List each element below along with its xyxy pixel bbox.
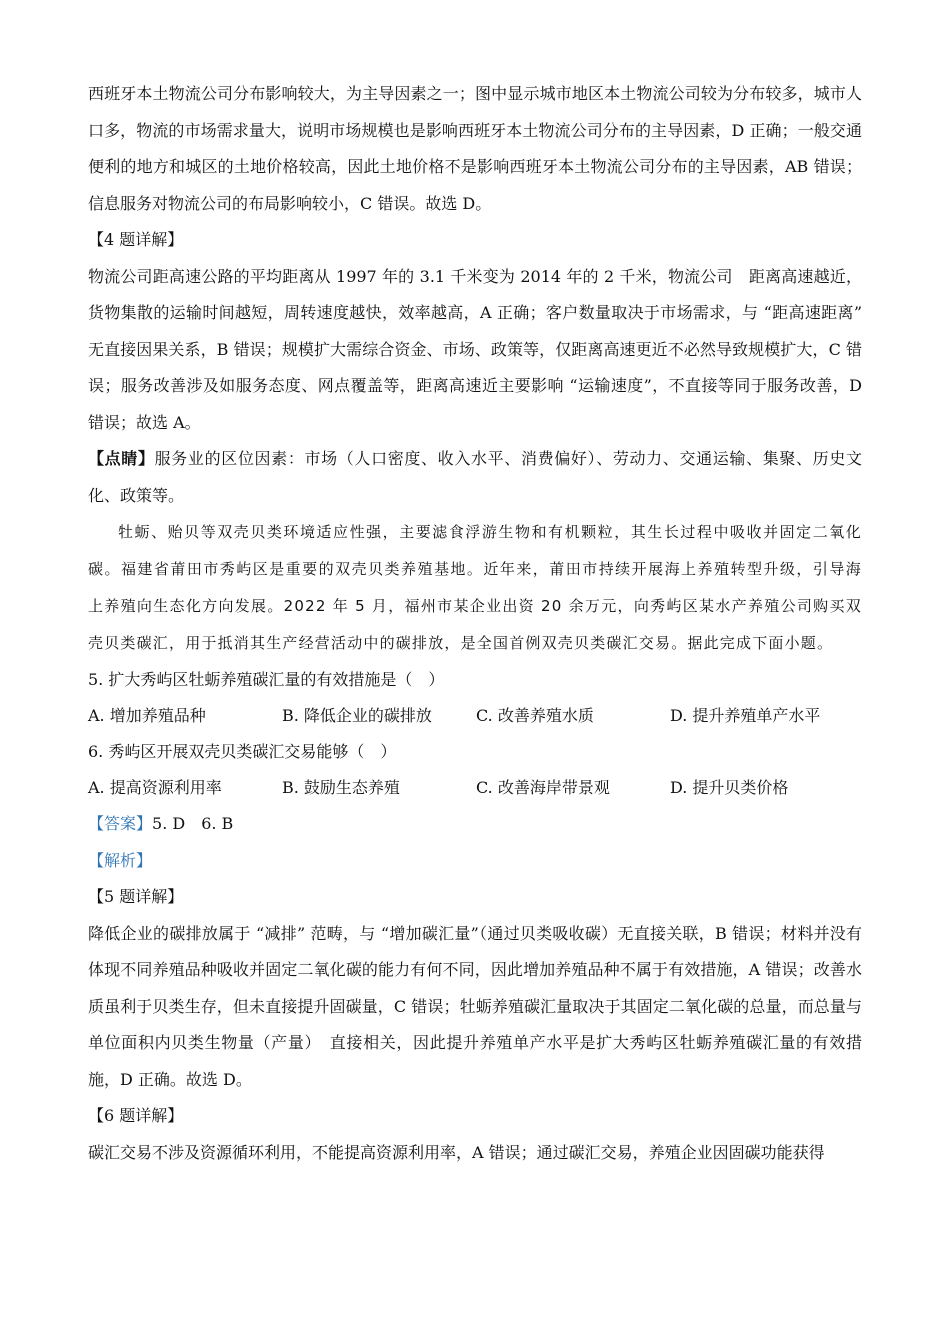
tip-label: 【点睛】 xyxy=(88,449,155,468)
material-passage: 牡蛎、贻贝等双壳贝类环境适应性强，主要滤食浮游生物和有机颗粒，其生长过程中吸收并固定二氧化碳。福建省莆田市秀屿区是重要的双壳贝类养殖基地。近年来，莆田市持续开展海上养殖转型升级，引导海上养殖向生态化方向发展。2022 年 5 月，福州市某企业出资 20 余万元，向秀屿区某水产养殖公司购买双壳贝类碳汇，用于抵消其生产经营活动中的碳排放，是全国首例双壳贝类碳汇交易。据此完成下面小题。 xyxy=(88,523,862,652)
answer-line xyxy=(88,806,862,843)
question-6-option-a: A. 提高资源利用率 xyxy=(88,778,222,797)
question-6-stem: 6. 秀屿区开展双壳贝类碳汇交易能够（ ） xyxy=(88,742,397,761)
tip-text: 服务业的区位因素：市场（人口密度、收入水平、消费偏好）、劳动力、交通运输、集聚、历史文化、政策等。 xyxy=(88,449,862,505)
question-6-option-c: C. 改善海岸带景观 xyxy=(476,778,610,797)
explanation-paragraph-q4: 物流公司距高速公路的平均距离从 1997 年的 3.1 千米变为 2014 年的 2 千米，物流公司 距离高速越近，货物集散的运输时间越短，周转速度越快，效率越高，A 正确；客户数量取决于市场需求，与 “距高速距离” 无直接因果关系，B 错误；规模扩大需综合资金、市场、政策等，仅距离高速更近不必然导致规模扩大，C 错误；服务改善涉及如服务态度、网点覆盖等，距离高速近主要影响 “运输速度”，不直接等同于服务改善，D 错误；故选 A。 xyxy=(88,266,862,432)
explanation-paragraph-q3: 西班牙本土物流公司分布影响较大，为主导因素之一；图中显示城市地区本土物流公司较为分布较多，城市人口多，物流的市场需求量大，说明市场规模也是影响西班牙本土物流公司分布的主导因素，D 正确；一般交通便利的地方和城区的土地价格较高，因此土地价格不是影响西班牙本土物流公司分布的主导因素，AB 错误；信息服务对物流公司的布局影响较小，C 错误。故选 D。 xyxy=(88,84,862,213)
analysis-label: 【解析】 xyxy=(88,850,153,870)
question-5-option-b: B. 降低企业的碳排放 xyxy=(282,706,432,725)
question-6-option-d: D. 提升贝类价格 xyxy=(670,778,789,797)
heading-question-4-detail: 【4 题详解】 xyxy=(88,230,184,249)
question-5-options xyxy=(88,698,862,734)
question-6-option-b: B. 鼓励生态养殖 xyxy=(282,778,400,797)
heading-question-6-detail: 【6 题详解】 xyxy=(88,1106,184,1125)
answer-label: 【答案】 xyxy=(88,814,153,833)
question-5-option-d: D. 提升养殖单产水平 xyxy=(670,706,821,725)
explanation-paragraph-q6: 碳汇交易不涉及资源循环利用，不能提高资源利用率，A 错误；通过碳汇交易，养殖企业因固碳功能获得 xyxy=(88,1142,825,1162)
explanation-paragraph-q5: 降低企业的碳排放属于 “减排” 范畴，与 “增加碳汇量”（通过贝类吸收碳）无直接关联，B 错误；材料并没有体现不同养殖品种吸收并固定二氧化碳的能力有何不同，因此增加养殖品种不属于有效措施，A 错误；改善水质虽利于贝类生存，但未直接提升固碳量，C 错误；牡蛎养殖碳汇量取决于其固定二氧化碳的总量，而总量与单位面积内贝类生物量（产量） 直接相关，因此提升养殖单产水平是扩大秀屿区牡蛎养殖碳汇量的有效措施，D 正确。故选 D。 xyxy=(88,923,862,1089)
question-5-stem: 5. 扩大秀屿区牡蛎养殖碳汇量的有效措施是（ ） xyxy=(88,670,445,689)
question-6-options xyxy=(88,770,862,806)
answer-text: 5. D 6. B xyxy=(152,814,234,833)
question-5-option-c: C. 改善养殖水质 xyxy=(476,706,594,725)
question-5-option-a: A. 增加养殖品种 xyxy=(88,706,206,725)
heading-question-5-detail: 【5 题详解】 xyxy=(88,887,184,906)
tip-paragraph xyxy=(88,441,862,514)
document-page xyxy=(88,76,862,1171)
